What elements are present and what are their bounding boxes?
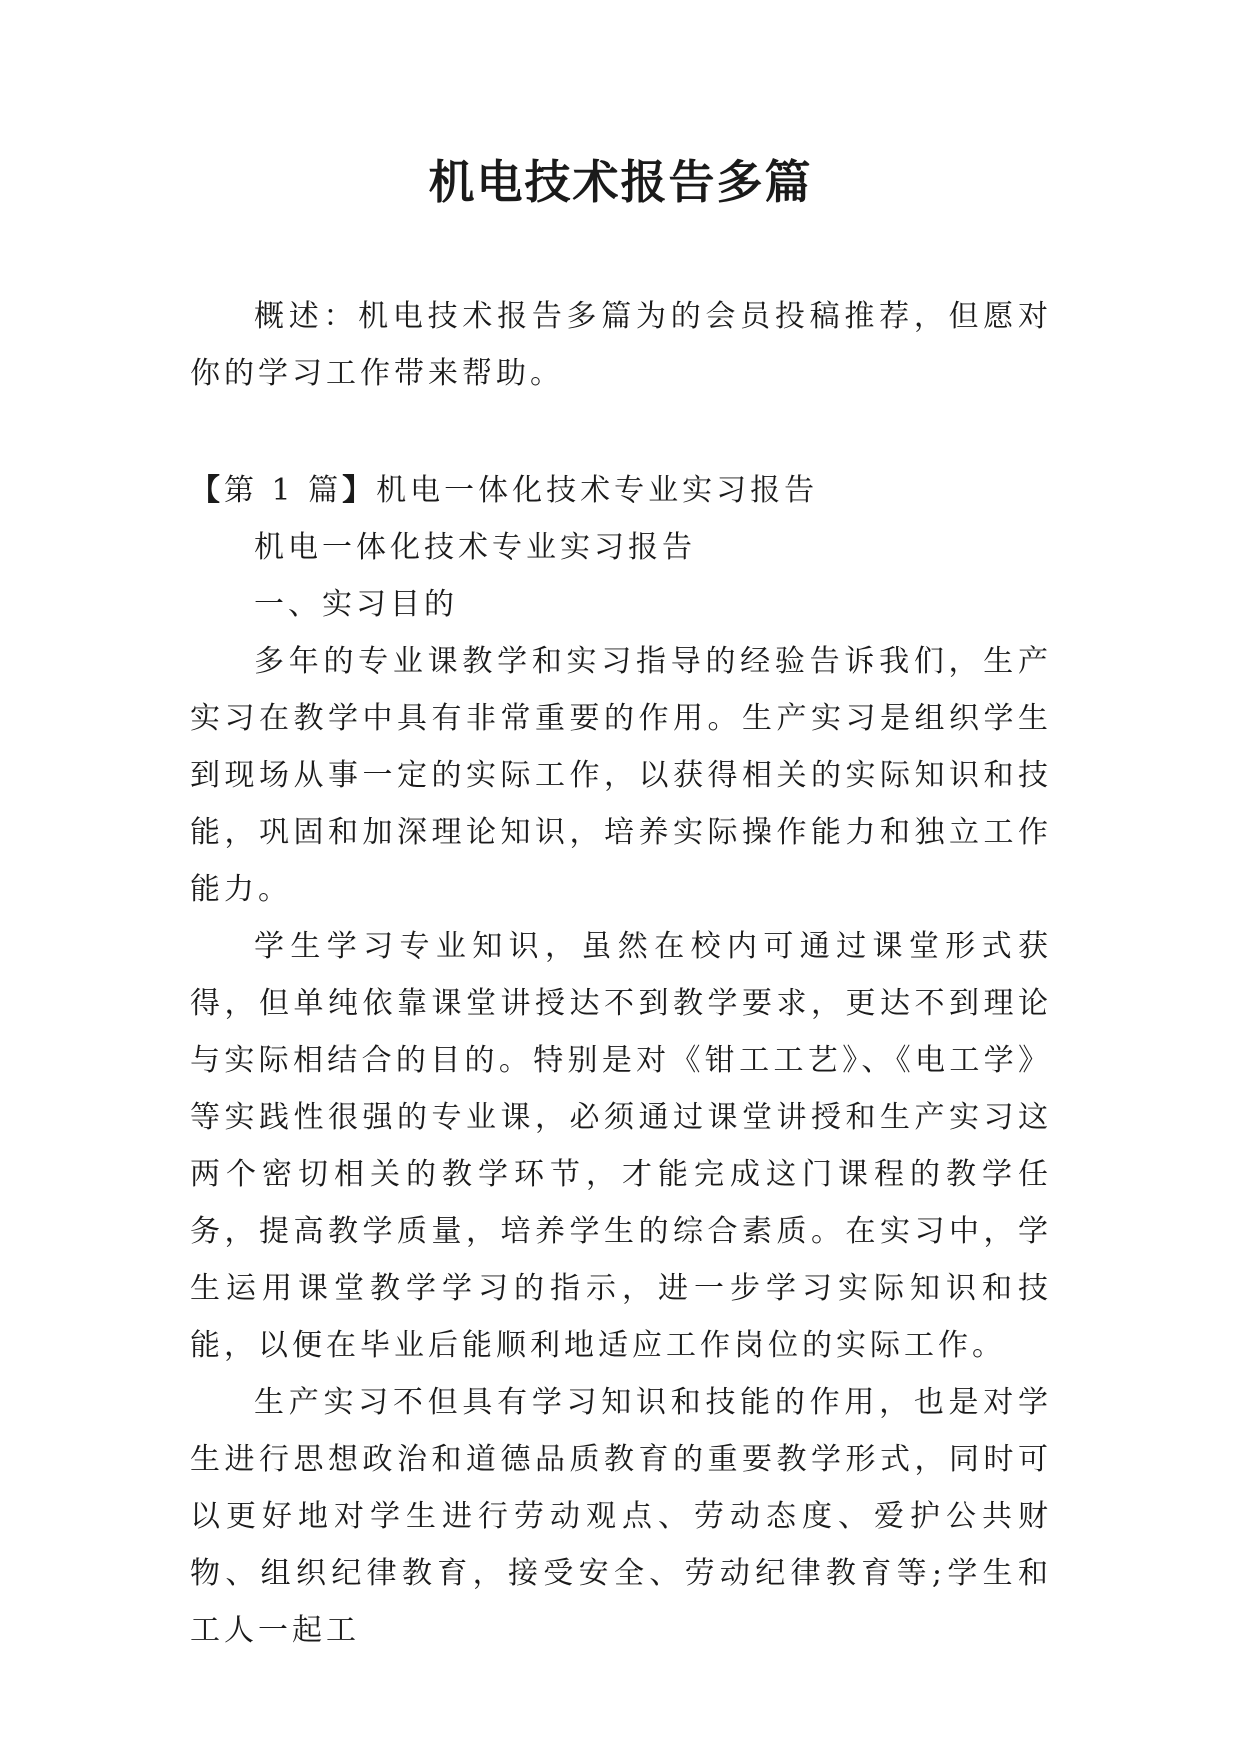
summary-paragraph: 概述：机电技术报告多篇为的会员投稿推荐，但愿对你的学习工作带来帮助。 xyxy=(190,299,1052,391)
body-paragraph: 生产实习不但具有学习知识和技能的作用，也是对学生进行思想政治和道德品质教育的重要教学形式，同时可以更好地对学生进行劳动观点、劳动态度、爱护公共财物、组织纪律教育，接受安全、劳动纪律教育等;学生和工人一起工 xyxy=(190,1385,1052,1648)
subsection-heading: 一、实习目的 xyxy=(254,587,458,622)
heading-open-bracket: 【 xyxy=(190,473,224,508)
document-title: 机电技术报告多篇 xyxy=(428,155,813,209)
section-heading-text: 机电一体化技术专业实习报告 xyxy=(376,473,819,508)
section-heading xyxy=(190,462,1052,519)
body-paragraph: 多年的专业课教学和实习指导的经验告诉我们，生产实习在教学中具有非常重要的作用。生产实习是组织学生到现场从事一定的实际工作，以获得相关的实际知识和技能，巩固和加深理论知识，培养实际操作能力和独立工作能力。 xyxy=(190,644,1052,907)
section-number: 第 1 篇 xyxy=(224,473,343,508)
body-paragraph: 学生学习专业知识，虽然在校内可通过课堂形式获得，但单纯依靠课堂讲授达不到教学要求，更达不到理论与实际相结合的目的。特别是对《钳工工艺》、《电工学》等实践性很强的专业课，必须通过课堂讲授和生产实习这两个密切相关的教学环节，才能完成这门课程的教学任务，提高教学质量，培养学生的综合素质。在实习中，学生运用课堂教学学习的指示，进一步学习实际知识和技能，以便在毕业后能顺利地适应工作岗位的实际工作。 xyxy=(190,929,1052,1363)
report-subtitle: 机电一体化技术专业实习报告 xyxy=(254,530,696,565)
document-body xyxy=(190,288,1052,1659)
heading-close-bracket: 】 xyxy=(342,473,377,508)
